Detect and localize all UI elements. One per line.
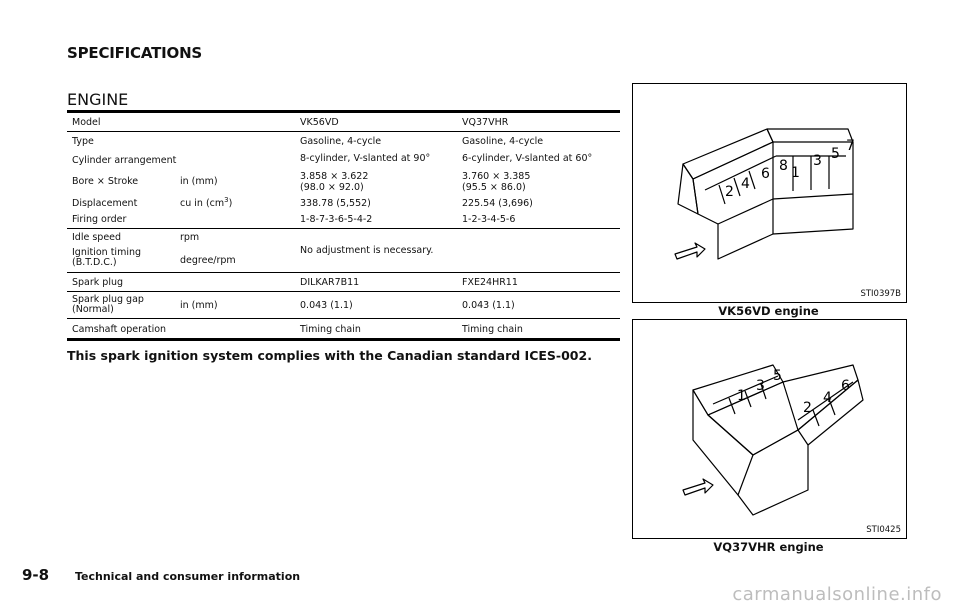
row-gap-label-normal: (Normal) [72, 304, 114, 315]
row-bore-vq37vhr-mm: (95.5 × 86.0) [462, 182, 526, 193]
group-rule [67, 318, 620, 319]
section-title: SPECIFICATIONS [67, 44, 203, 62]
header-vq37vhr: VQ37VHR [462, 117, 509, 128]
row-cyl-vq37vhr: 6-cylinder, V-slanted at 60° [462, 153, 593, 164]
row-spark-vq37vhr: FXE24HR11 [462, 277, 518, 288]
header-rule [67, 131, 620, 132]
row-cam-label: Camshaft operation [72, 324, 167, 335]
cylinder-label: 5 [831, 146, 840, 162]
v6-engine-diagram-icon [633, 320, 906, 538]
cylinder-label: 1 [791, 165, 800, 181]
row-idle-unit: rpm [180, 232, 200, 243]
row-bore-vk56vd: 3.858 × 3.622 [300, 171, 369, 182]
cylinder-label: 1 [737, 388, 746, 404]
cylinder-label: 5 [773, 368, 782, 384]
row-cam-vq37vhr: Timing chain [462, 324, 523, 335]
row-spark-vk56vd: DILKAR7B11 [300, 277, 360, 288]
row-bore-vk56vd-mm: (98.0 × 92.0) [300, 182, 364, 193]
cylinder-label: 3 [813, 153, 822, 169]
page-number: 9-8 [22, 566, 50, 584]
row-idle-label: Idle speed [72, 232, 122, 243]
row-gap-vq37vhr: 0.043 (1.1) [462, 300, 515, 311]
v8-engine-diagram-icon [633, 84, 906, 302]
header-vk56vd: VK56VD [300, 117, 339, 128]
group-rule [67, 228, 620, 229]
vq37vhr-engine-figure [632, 319, 907, 539]
row-spark-label: Spark plug [72, 277, 124, 288]
cylinder-label: 6 [841, 378, 850, 394]
row-type-vk56vd: Gasoline, 4-cycle [300, 136, 382, 147]
cylinder-label: 2 [725, 184, 734, 200]
row-disp-vk56vd: 338.78 (5,552) [300, 198, 371, 209]
vk56vd-figure-caption: VK56VD engine [718, 304, 819, 318]
vq37vhr-figure-caption: VQ37VHR engine [713, 540, 824, 554]
row-bore-unit: in (mm) [180, 176, 218, 187]
header-model: Model [72, 117, 101, 128]
row-ign-label-btdc: (B.T.D.C.) [72, 257, 117, 268]
figure-code: STI0425 [866, 525, 901, 535]
row-disp-vq37vhr: 225.54 (3,696) [462, 198, 533, 209]
vk56vd-engine-figure [632, 83, 907, 303]
table-bottom-rule [67, 338, 620, 341]
ices-compliance-note: This spark ignition system complies with the Canadian standard ICES-002. [67, 348, 592, 363]
row-firing-vq37vhr: 1-2-3-4-5-6 [462, 214, 516, 225]
no-adjustment-note: No adjustment is necessary. [300, 245, 434, 256]
row-disp-label: Displacement [72, 198, 138, 209]
group-rule [67, 272, 620, 273]
cylinder-label: 4 [741, 176, 750, 192]
table-title: ENGINE [67, 90, 129, 109]
row-ign-unit: degree/rpm [180, 255, 236, 266]
watermark: carmanualsonline.info [732, 584, 942, 605]
row-gap-label: Spark plug gap [72, 294, 144, 305]
row-bore-label: Bore × Stroke [72, 176, 139, 187]
row-firing-label: Firing order [72, 214, 127, 225]
row-bore-vq37vhr: 3.760 × 3.385 [462, 171, 531, 182]
cylinder-label: 4 [823, 390, 832, 406]
row-cyl-label: Cylinder arrangement [72, 155, 177, 166]
row-ign-label: Ignition timing [72, 247, 142, 258]
chapter-title: Technical and consumer information [75, 570, 301, 583]
row-disp-unit: cu in $(cm^3)$ [180, 195, 233, 209]
row-gap-unit: in (mm) [180, 300, 218, 311]
row-gap-vk56vd: 0.043 (1.1) [300, 300, 353, 311]
cylinder-label: 2 [803, 400, 812, 416]
row-type-vq37vhr: Gasoline, 4-cycle [462, 136, 544, 147]
row-type-label: Type [72, 136, 94, 147]
cylinder-label: 3 [756, 378, 765, 394]
figure-code: STI0397B [860, 289, 901, 299]
row-cyl-vk56vd: 8-cylinder, V-slanted at 90° [300, 153, 431, 164]
table-top-rule [67, 110, 620, 113]
row-cam-vk56vd: Timing chain [300, 324, 361, 335]
group-rule [67, 291, 620, 292]
cylinder-label: 7 [846, 138, 855, 154]
cylinder-label: 8 [779, 158, 788, 174]
cylinder-label: 6 [761, 166, 770, 182]
row-firing-vk56vd: 1-8-7-3-6-5-4-2 [300, 214, 373, 225]
